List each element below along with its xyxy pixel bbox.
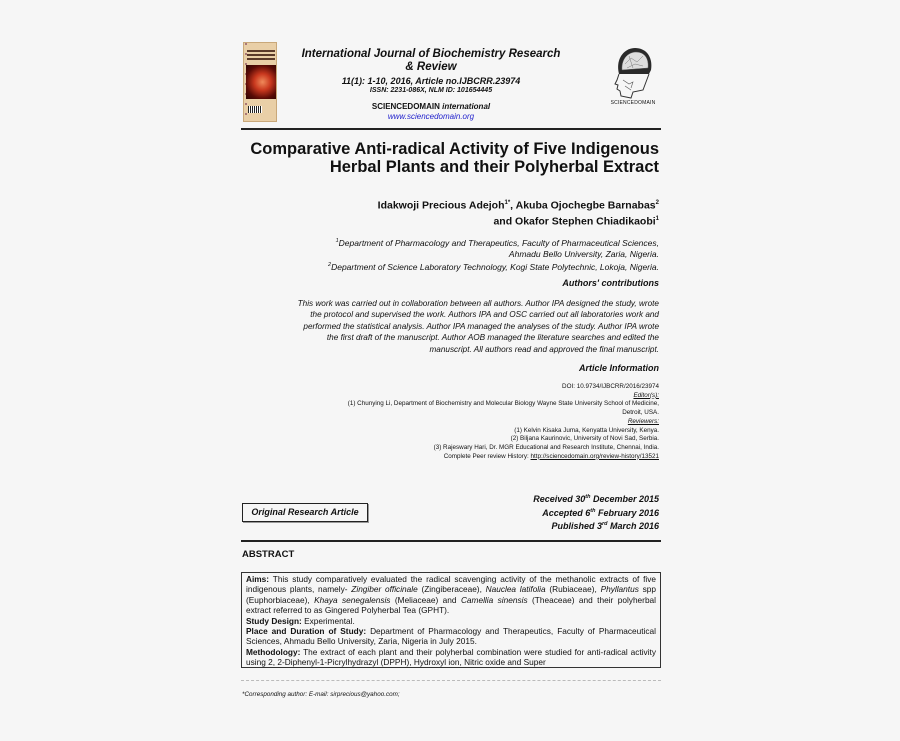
doi: DOI: 10.9734/IJBCRR/2016/23974 — [562, 383, 659, 390]
article-info-heading: Article Information — [578, 363, 659, 373]
sciencedomain-logo-icon — [609, 44, 657, 106]
contributions-heading: Authors' contributions — [562, 278, 659, 288]
review-history-link[interactable]: http://sciencedomain.org/review-history/13521 — [530, 452, 659, 460]
contributions-text: This work was carried out in collaboration between all authors. Author IPA designed the study, wrote the protocol and supervised the work. Authors IPA and OSC carried out all laboratories work and performed the statistical analysis. Author IPA managed the analyses of the study. Author IPA wrote the first draft of the manuscript. Author AOB managed the literature searches and edited the manuscript. All authors read and approved the final manuscript. — [297, 299, 659, 354]
corresponding-author-footnote: *Corresponding author: E-mail: sirprecious@yahoo.com; — [242, 691, 400, 698]
header-rule — [241, 128, 661, 130]
author-name: Akuba Ojochegbe Barnabas — [515, 199, 656, 212]
issn-info: ISSN: 2231-086X, NLM ID: 101654445 — [369, 87, 493, 94]
journal-name: International Journal of Biochemistry Research & Review — [301, 48, 561, 73]
reviewers-label: Reviewers: — [627, 417, 659, 425]
affiliations: $^1$Department of Pharmacology and Therapeutics, Faculty of Pharmaceutical Sciences, Ahmadu Bello University, Zaria, Nigeria. $^2$Department of Science Laboratory Technology, Kogi State Polytechnic, Lokoja, Nigeria. — [328, 237, 659, 272]
author-name: Idakwoji Precious Adejoh — [377, 199, 505, 212]
paper-page — [241, 40, 661, 710]
author-list: Idakwoji Precious Adejoh$^{1*}$, Akuba Ojochegbe Barnabas$^2$ and Okafor Stephen Chiadikaobi$^1$ — [377, 199, 659, 227]
publisher-name: SCIENCEDOMAIN international — [371, 102, 491, 111]
volume-info: 11(1): 1-10, 2016, Article no.IJBCRR.23974 — [341, 76, 521, 86]
editors-label: Editor(s): — [633, 391, 659, 399]
author-name: Okafor Stephen Chiadikaobi — [515, 215, 656, 227]
publisher-url-link[interactable]: www.sciencedomain.org — [387, 112, 475, 121]
journal-cover-icon — [243, 42, 277, 122]
footnote-rule — [241, 680, 661, 681]
paper-title: Comparative Anti-radical Activity of Five Indigenous Herbal Plants and their Polyherbal Extract — [250, 140, 659, 176]
logo-caption: SCIENCEDOMAIN — [610, 100, 656, 106]
section-rule — [241, 540, 661, 542]
publication-dates: Received 30th December 2015 Accepted 6th February 2016 Published 3rd March 2016 — [533, 494, 659, 531]
article-info: DOI: 10.9734/IJBCRR/2016/23974 Editor(s): (1) Chunying Li, Department of Biochemistry and Molecular Biology Wayne State University School of Medicine, Detroit, USA. Reviewers: (1) Kelvin Kisaka Juma, Kenyatta University, Kenya. (2) Biljana Kaurinovic, University of Novi Sad, Serbia. (3) Rajeswary Hari, Dr. MGR Educational and Research Institute, Chennai, India. Complete Peer review History: http://sciencedomain.org/review-history/13521 — [347, 383, 659, 460]
journal-header — [281, 48, 581, 121]
article-type-badge: Original Research Article — [242, 503, 368, 522]
abstract-box: Aims: This study comparatively evaluated the radical scavenging activity of the methanolic extracts of five indigenous plants, namely- Zingiber officinale (Zingiberaceae), Nauclea latifolia (Rubiaceae), Phyllantus spp (Euphorbiaceae), Khaya senegalensis (Meliaceae) and Camellia sinensis (Theaceae) and their polyherbal extract referred to as Gingered Polyherbal Tea (GPHT). Study Design: Experimental. Place and Duration of Study: Department of Pharmacology and Therapeutics, Faculty of Pharmaceutical Sciences, Ahmadu Bello University, Zaria, Nigeria in July 2015. Methodology: The extract of each plant and their polyherbal combination were studied for anti-radical activity using 2, 2-Diphenyl-1-Picrylhydrazyl (DPPH), Hydroxyl ion, Nitric oxide and Super — [241, 572, 661, 668]
abstract-heading: ABSTRACT — [242, 549, 295, 560]
